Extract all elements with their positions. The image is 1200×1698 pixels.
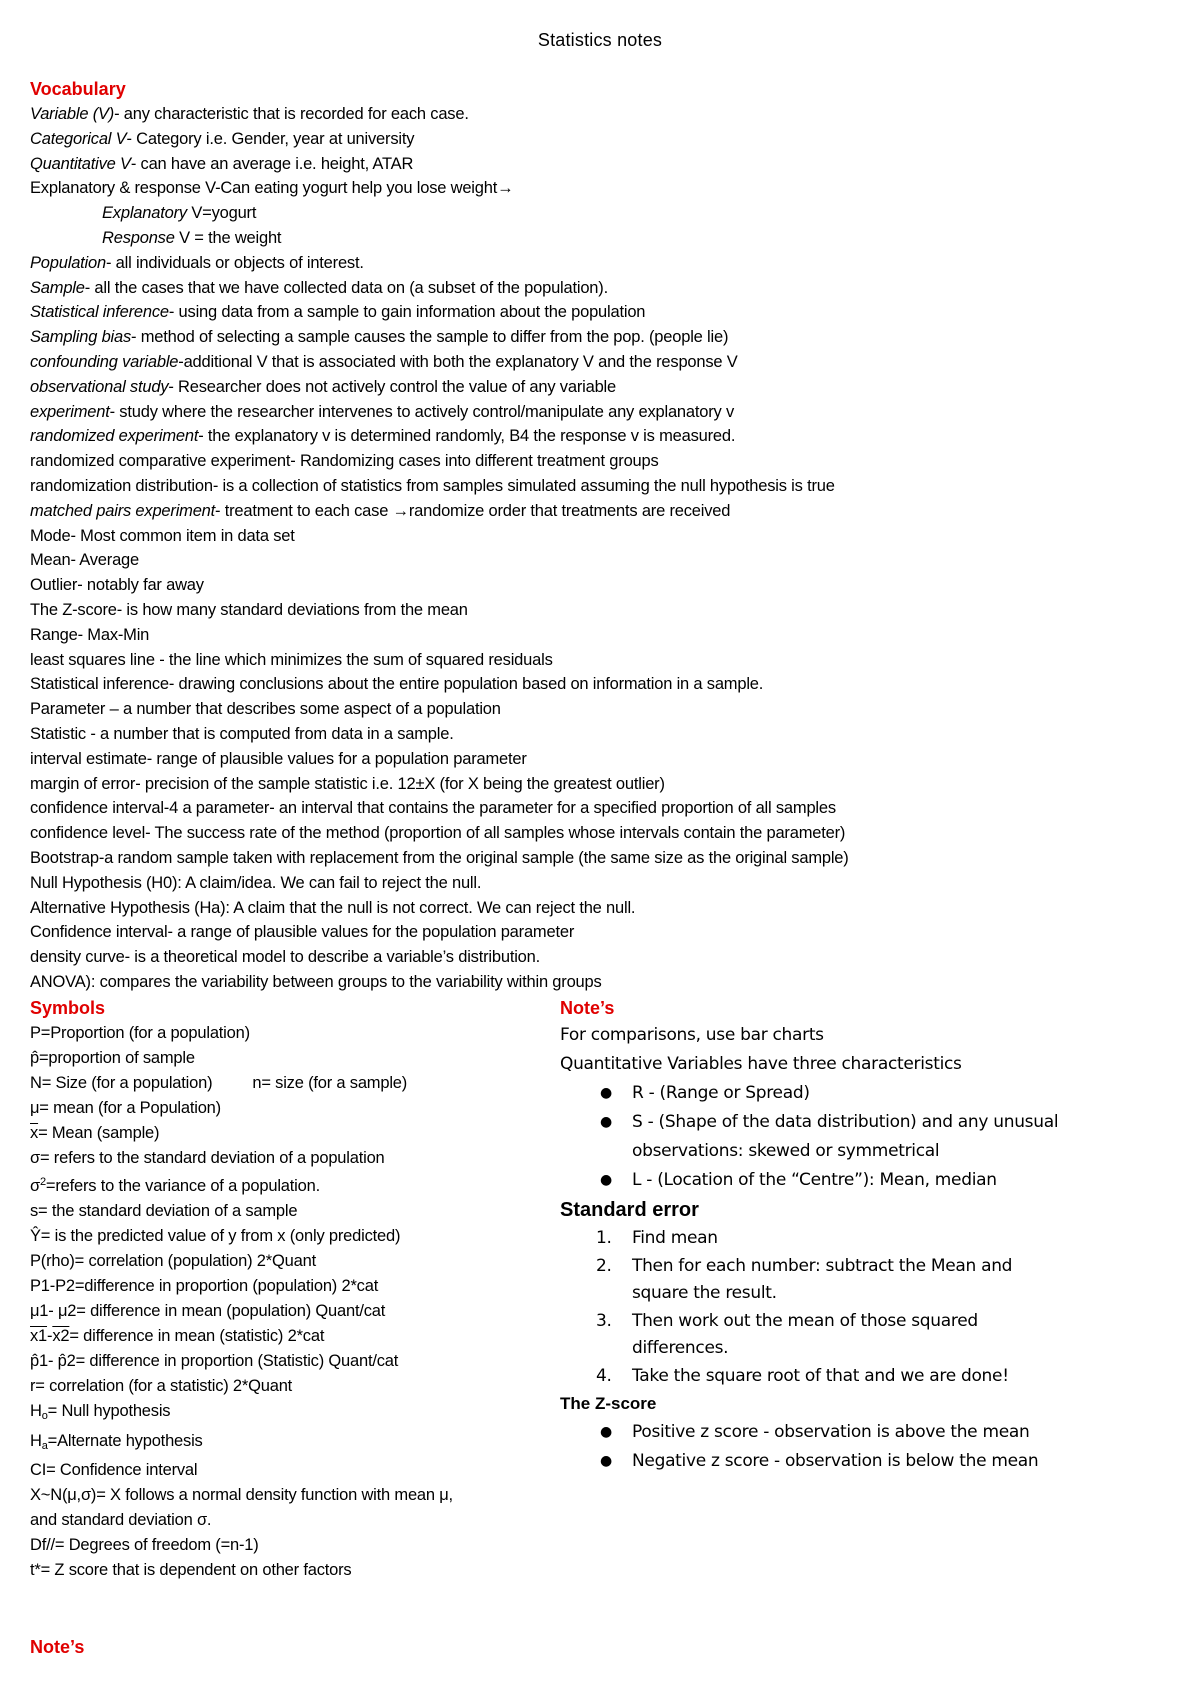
- vocab-definition: Alternative Hypothesis (Ha): A claim that the null is not correct. We can reject the null.: [30, 898, 636, 917]
- vocab-definition: Null Hypothesis (H0): A claim/idea. We can fail to reject the null.: [30, 873, 482, 892]
- vocab-item: [30, 127, 1180, 152]
- vocab-definition: - method of selecting a sample causes the sample to differ from the pop. (people lie): [131, 328, 729, 347]
- vocab-item: [30, 747, 1180, 772]
- z-score-heading: The Z-score: [560, 1394, 657, 1413]
- vocab-item: [30, 350, 1180, 375]
- vocab-term: Variable (V): [30, 105, 115, 123]
- vocab-item: [30, 499, 1180, 524]
- list-item: [560, 1079, 1180, 1108]
- vocab-item: [30, 796, 1180, 821]
- symbol-text: H: [30, 1431, 42, 1450]
- notes-line: For comparisons, use bar charts: [560, 1025, 824, 1045]
- notes-section: [560, 995, 1180, 1476]
- list-item-text: Negative z score - observation is below the mean: [632, 1451, 1039, 1471]
- symbol-line: P=Proportion (for a population): [30, 1024, 250, 1042]
- vocab-item: [30, 920, 1180, 945]
- notes-line: Quantitative Variables have three characteristics: [560, 1054, 962, 1074]
- vocab-definition: V=yogurt: [186, 204, 257, 223]
- vocab-definition: - the explanatory v is determined randomly, B4 the response v is measured.: [198, 427, 736, 446]
- symbol-text: = difference in mean (statistic) 2*cat: [69, 1326, 325, 1345]
- vocab-item: [30, 871, 1180, 896]
- symbol-n-sample: n= size (for a sample): [252, 1073, 408, 1092]
- list-item-text: R - (Range or Spread): [632, 1083, 810, 1103]
- vocab-item: [30, 201, 1180, 226]
- list-item-text: Take the square root of that and we are done!: [632, 1365, 1009, 1386]
- vocab-definition: Mean- Average: [30, 551, 140, 570]
- vocab-term: Explanatory: [102, 204, 187, 223]
- bullet-icon: ●: [600, 1114, 612, 1130]
- list-item: [560, 1225, 1180, 1253]
- vocab-definition: - any characteristic that is recorded for each case.: [114, 105, 469, 123]
- vocab-item: [30, 896, 1180, 921]
- vocab-term: Statistical inference: [30, 303, 169, 322]
- superscript: 2: [39, 1176, 46, 1189]
- vocab-item: [30, 300, 1180, 325]
- vocab-item: [30, 573, 1180, 598]
- xbar-symbol: x2: [52, 1326, 70, 1345]
- vocabulary-heading: Vocabulary: [30, 79, 126, 99]
- xbar-symbol: x1: [30, 1326, 48, 1345]
- list-item-text: Positive z score - observation is above the mean: [632, 1422, 1030, 1442]
- step-number: 2.: [596, 1255, 612, 1276]
- list-item: [560, 1253, 1180, 1308]
- vocab-item: [30, 772, 1180, 797]
- vocab-definition: - treatment to each case →randomize order that treatments are received: [215, 501, 731, 520]
- symbol-line: and standard deviation σ.: [30, 1511, 212, 1530]
- vocab-item: [30, 375, 1180, 400]
- vocab-definition: - using data from a sample to gain information about the population: [168, 303, 646, 322]
- vocab-definition: - study where the researcher intervenes to actively control/manipulate any explanatory v: [109, 402, 735, 421]
- vocab-definition: confidence level- The success rate of the method (proportion of all samples whose intervals contain the parameter): [30, 824, 846, 843]
- vocab-definition: Confidence interval- a range of plausible values for the population parameter: [30, 923, 575, 942]
- standard-error-heading: Standard error: [560, 1199, 699, 1221]
- xbar-symbol: $\overline{x}$: [30, 1123, 39, 1142]
- step-number: 1.: [596, 1228, 612, 1248]
- vocab-item: [30, 524, 1180, 549]
- symbol-line: CI= Confidence interval: [30, 1461, 198, 1480]
- vocab-term: Quantitative V: [30, 154, 131, 173]
- symbol-text: H: [30, 1401, 42, 1420]
- symbol-line: r= correlation (for a statistic) 2*Quant: [30, 1376, 293, 1395]
- symbol-line: [30, 1170, 550, 1199]
- vocab-definition: - all individuals or objects of interest.: [105, 253, 364, 272]
- symbol-text: σ: [30, 1177, 40, 1196]
- vocab-definition: Bootstrap-a random sample taken with replacement from the original sample (the same size as the original sample): [30, 848, 849, 867]
- symbol-line: [30, 1071, 550, 1096]
- symbol-line: P(rho)= correlation (population) 2*Quant: [30, 1252, 316, 1271]
- vocab-definition: Range- Max-Min: [30, 625, 150, 644]
- vocab-definition: The Z-score- is how many standard deviations from the mean: [30, 600, 468, 619]
- subscript: a: [41, 1439, 48, 1452]
- vocab-item: [30, 449, 1180, 474]
- symbol-line: σ= refers to the standard deviation of a population: [30, 1148, 385, 1167]
- vocab-term: confounding variable: [30, 352, 179, 371]
- vocab-definition: - all the cases that we have collected data on (a subset of the population).: [84, 278, 608, 297]
- list-item-text: Then for each number: subtract the Mean and square the result.: [632, 1255, 1013, 1303]
- symbol-line: s= the standard deviation of a sample: [30, 1202, 298, 1221]
- vocab-definition: -additional V that is associated with both the explanatory V and the response V: [178, 352, 738, 371]
- vocabulary-section: [30, 76, 1180, 995]
- vocab-item: [30, 102, 1180, 127]
- vocab-item: [30, 152, 1180, 177]
- vocab-item: [30, 623, 1180, 648]
- symbol-text: = Mean (sample): [38, 1123, 160, 1142]
- vocab-item: [30, 276, 1180, 301]
- z-score-list: [560, 1418, 1180, 1476]
- vocab-item: [30, 226, 1180, 251]
- symbol-line: [30, 1399, 550, 1429]
- symbols-heading: Symbols: [30, 998, 106, 1018]
- symbol-line: p̂=proportion of sample: [30, 1048, 195, 1067]
- vocab-item: [30, 325, 1180, 350]
- vocab-item: [30, 672, 1180, 697]
- list-item-text: Then work out the mean of those squared differences.: [632, 1310, 978, 1358]
- vocab-item: [30, 648, 1180, 673]
- bottom-notes-heading: Note’s: [30, 1637, 85, 1657]
- vocab-definition: Statistical inference- drawing conclusions about the entire population based on information in a sample.: [30, 675, 764, 694]
- vocab-term: experiment: [30, 402, 110, 421]
- symbol-text: -: [47, 1326, 53, 1345]
- vocab-item: [30, 251, 1180, 276]
- vocab-definition: confidence interval-4 a parameter- an interval that contains the parameter for a specified proportion of all samples: [30, 799, 836, 818]
- symbol-line: [30, 1121, 550, 1146]
- list-item: [560, 1418, 1180, 1447]
- vocab-definition: - Researcher does not actively control the value of any variable: [168, 377, 616, 396]
- symbol-line: p̂1- p̂2= difference in proportion (Statistic) Quant/cat: [30, 1351, 399, 1370]
- subscript: o: [41, 1409, 48, 1422]
- step-number: 3.: [596, 1310, 612, 1331]
- symbol-line: P1-P2=difference in proportion (population) 2*cat: [30, 1277, 379, 1296]
- vocab-item: [30, 598, 1180, 623]
- bullet-icon: ●: [600, 1424, 612, 1440]
- page-title: Statistics notes: [537, 30, 663, 50]
- vocab-definition: Mode- Most common item in data set: [30, 526, 295, 545]
- vocab-item: [30, 970, 1180, 995]
- vocab-definition: Parameter – a number that describes some aspect of a population: [30, 700, 501, 719]
- vocab-item: [30, 548, 1180, 573]
- bullet-icon: ●: [600, 1085, 612, 1101]
- vocab-definition: least squares line - the line which minimizes the sum of squared residuals: [30, 650, 553, 669]
- vocab-term: matched pairs experiment: [30, 501, 216, 520]
- symbol-line: X~N(μ,σ)= X follows a normal density function with mean μ,: [30, 1486, 453, 1505]
- symbol-line: Ŷ= is the predicted value of y from x (only predicted): [30, 1227, 401, 1246]
- vocab-definition: Outlier- notably far away: [30, 576, 204, 595]
- symbol-line: μ= mean (for a Population): [30, 1098, 221, 1117]
- symbol-text: = Null hypothesis: [47, 1401, 171, 1420]
- symbol-line: Df//= Degrees of freedom (=n-1): [30, 1536, 259, 1555]
- vocab-definition: Statistic - a number that is computed from data in a sample.: [30, 724, 454, 743]
- vocab-definition: density curve- is a theoretical model to describe a variable’s distribution.: [30, 948, 541, 967]
- list-item: [560, 1108, 1180, 1166]
- list-item: [560, 1363, 1180, 1391]
- vocab-item: [30, 846, 1180, 871]
- vocab-item: [30, 821, 1180, 846]
- notes-heading: Note’s: [560, 998, 615, 1018]
- list-item-text: Find mean: [632, 1228, 718, 1248]
- list-item: [560, 1166, 1180, 1195]
- list-item: [560, 1308, 1180, 1363]
- vocab-definition: ANOVA): compares the variability between groups to the variability within groups: [30, 972, 602, 991]
- list-item: [560, 1447, 1180, 1476]
- vocab-item: [30, 722, 1180, 747]
- vocab-term: Sample: [30, 278, 85, 297]
- vocab-item: [30, 945, 1180, 970]
- symbol-n-pop: N= Size (for a population): [30, 1073, 213, 1092]
- vocabulary-list: [30, 102, 1180, 995]
- vocab-definition: interval estimate- range of plausible values for a population parameter: [30, 749, 527, 768]
- standard-error-steps: [560, 1225, 1180, 1390]
- vocab-definition: margin of error- precision of the sample statistic i.e. 12±X (for X being the greatest outlier): [30, 774, 665, 793]
- vocab-definition: V = the weight: [174, 228, 282, 247]
- rsl-list: [560, 1079, 1180, 1195]
- vocab-term: randomized experiment: [30, 427, 199, 446]
- vocab-definition: - can have an average i.e. height, ATAR: [130, 154, 414, 173]
- vocab-item: [30, 176, 1180, 201]
- vocab-item: [30, 697, 1180, 722]
- vocab-definition: - Category i.e. Gender, year at university: [126, 129, 415, 148]
- bullet-icon: ●: [600, 1172, 612, 1188]
- symbols-section: [30, 995, 550, 1583]
- list-item-text: L - (Location of the “Centre”): Mean, median: [632, 1170, 997, 1190]
- bullet-icon: ●: [600, 1453, 612, 1469]
- vocab-item: [30, 474, 1180, 499]
- vocab-definition: randomized comparative experiment- Randomizing cases into different treatment groups: [30, 452, 659, 471]
- step-number: 4.: [596, 1365, 612, 1386]
- vocab-term: observational study: [30, 377, 169, 396]
- vocab-term: Response: [102, 228, 175, 247]
- vocab-term: Categorical V: [30, 129, 127, 148]
- symbol-text: =refers to the variance of a population.: [45, 1177, 320, 1196]
- symbol-line: [30, 1324, 550, 1349]
- vocab-item: [30, 424, 1180, 449]
- symbol-line: [30, 1429, 550, 1459]
- symbol-text: =Alternate hypothesis: [47, 1431, 203, 1450]
- vocab-definition: randomization distribution- is a collection of statistics from samples simulated assuming the null hypothesis is true: [30, 476, 835, 495]
- vocab-item: [30, 400, 1180, 425]
- vocab-definition: Explanatory & response V-Can eating yogurt help you lose weight→: [30, 179, 514, 198]
- symbol-line: μ1- μ2= difference in mean (population) Quant/cat: [30, 1301, 386, 1320]
- list-item-text: S - (Shape of the data distribution) and any unusual observations: skewed or symmetrical: [632, 1112, 1059, 1161]
- vocab-term: Population: [30, 253, 106, 272]
- symbol-line: t*= Z score that is dependent on other factors: [30, 1561, 352, 1580]
- vocab-term: Sampling bias: [30, 328, 132, 347]
